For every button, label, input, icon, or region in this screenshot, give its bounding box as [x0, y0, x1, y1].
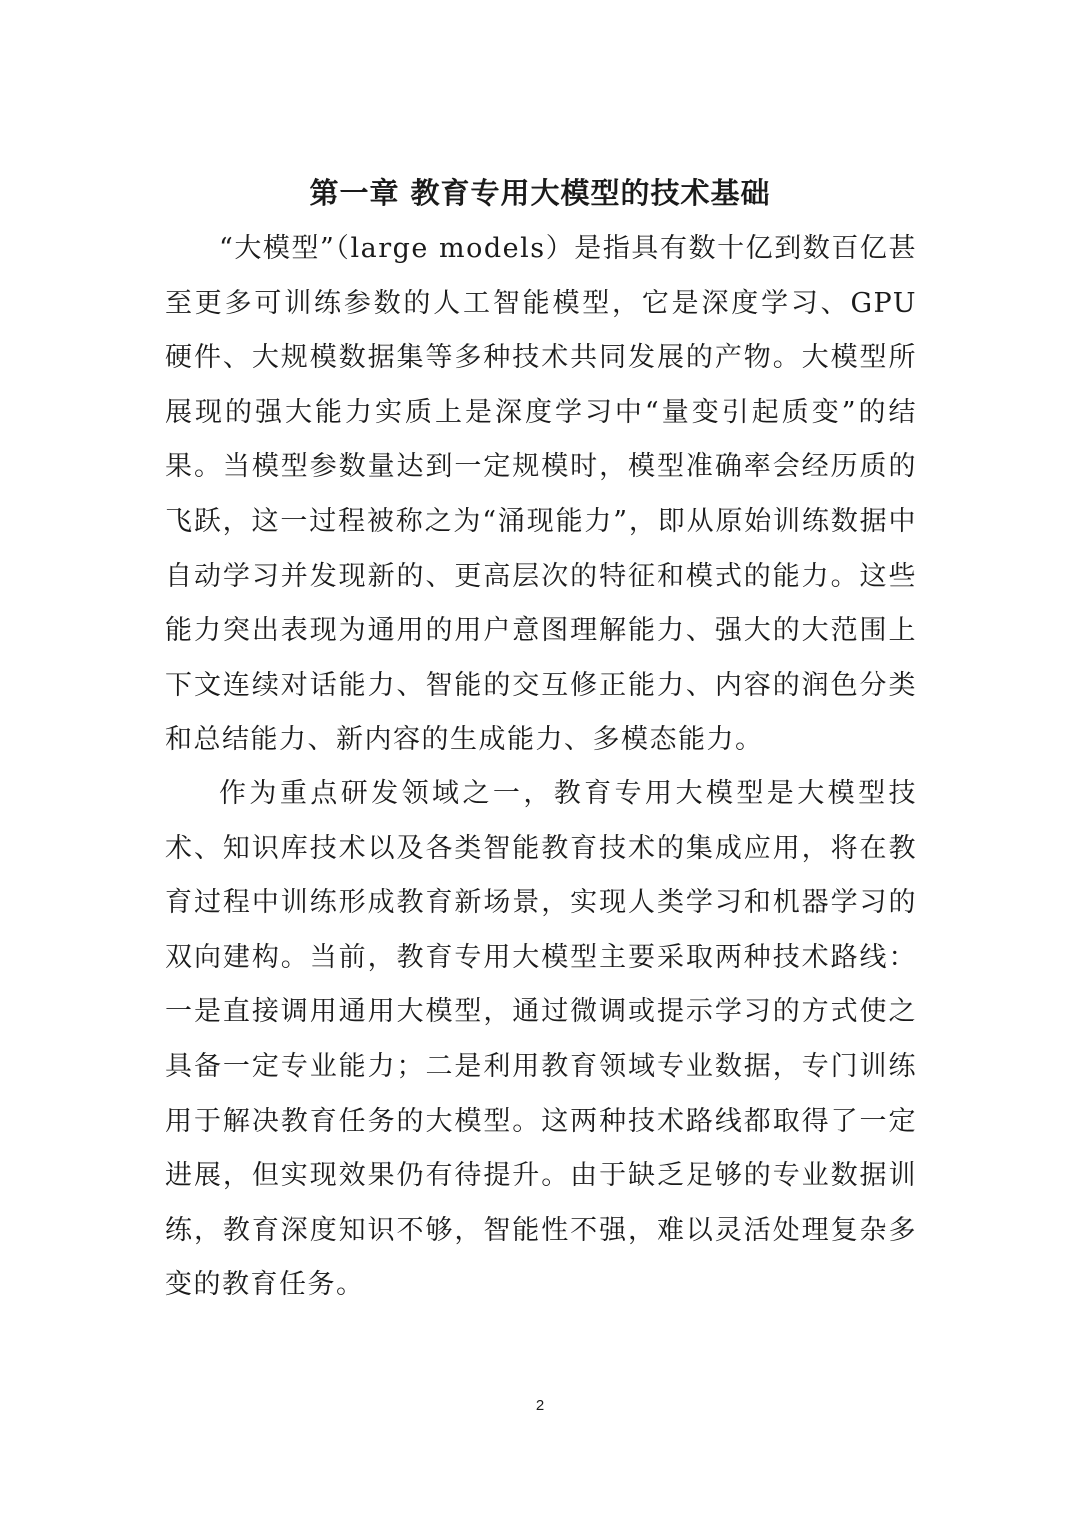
body-paragraph-2: 作为重点研发领域之一，教育专用大模型是大模型技术、知识库技术以及各类智能教育技术的集成应用，将在教育过程中训练形成教育新场景，实现人类学习和机器学习的双向建构。当前，教育专用大模型主要采取两种技术路线：一是直接调用通用大模型，通过微调或提示学习的方式使之具备一定专业能力；二是利用教育领域专业数据，专门训练用于解决教育任务的大模型。这两种技术路线都取得了一定进展，但实现效果仍有待提升。由于缺乏足够的专业数据训练，教育深度知识不够，智能性不强，难以灵活处理复杂多变的教育任务。	[165, 778, 917, 1301]
page-number: 2	[535, 1397, 545, 1414]
chapter-title: 第一章 教育专用大模型的技术基础	[309, 176, 771, 211]
body-paragraph-1: “大模型”（large models）是指具有数十亿到数百亿甚至更多可训练参数的人工智能模型，它是深度学习、GPU 硬件、大规模数据集等多种技术共同发展的产物。大模型所展现的强大能力实质上是深度学习中“量变引起质变”的结果。当模型参数量达到一定规模时，模型准确率会经历质的飞跃，这一过程被称之为“涌现能力”，即从原始训练数据中自动学习并发现新的、更高层次的特征和模式的能力。这些能力突出表现为通用的用户意图理解能力、强大的大范围上下文连续对话能力、智能的交互修正能力、内容的润色分类和总结能力、新内容的生成能力、多模态能力。	[165, 233, 917, 756]
